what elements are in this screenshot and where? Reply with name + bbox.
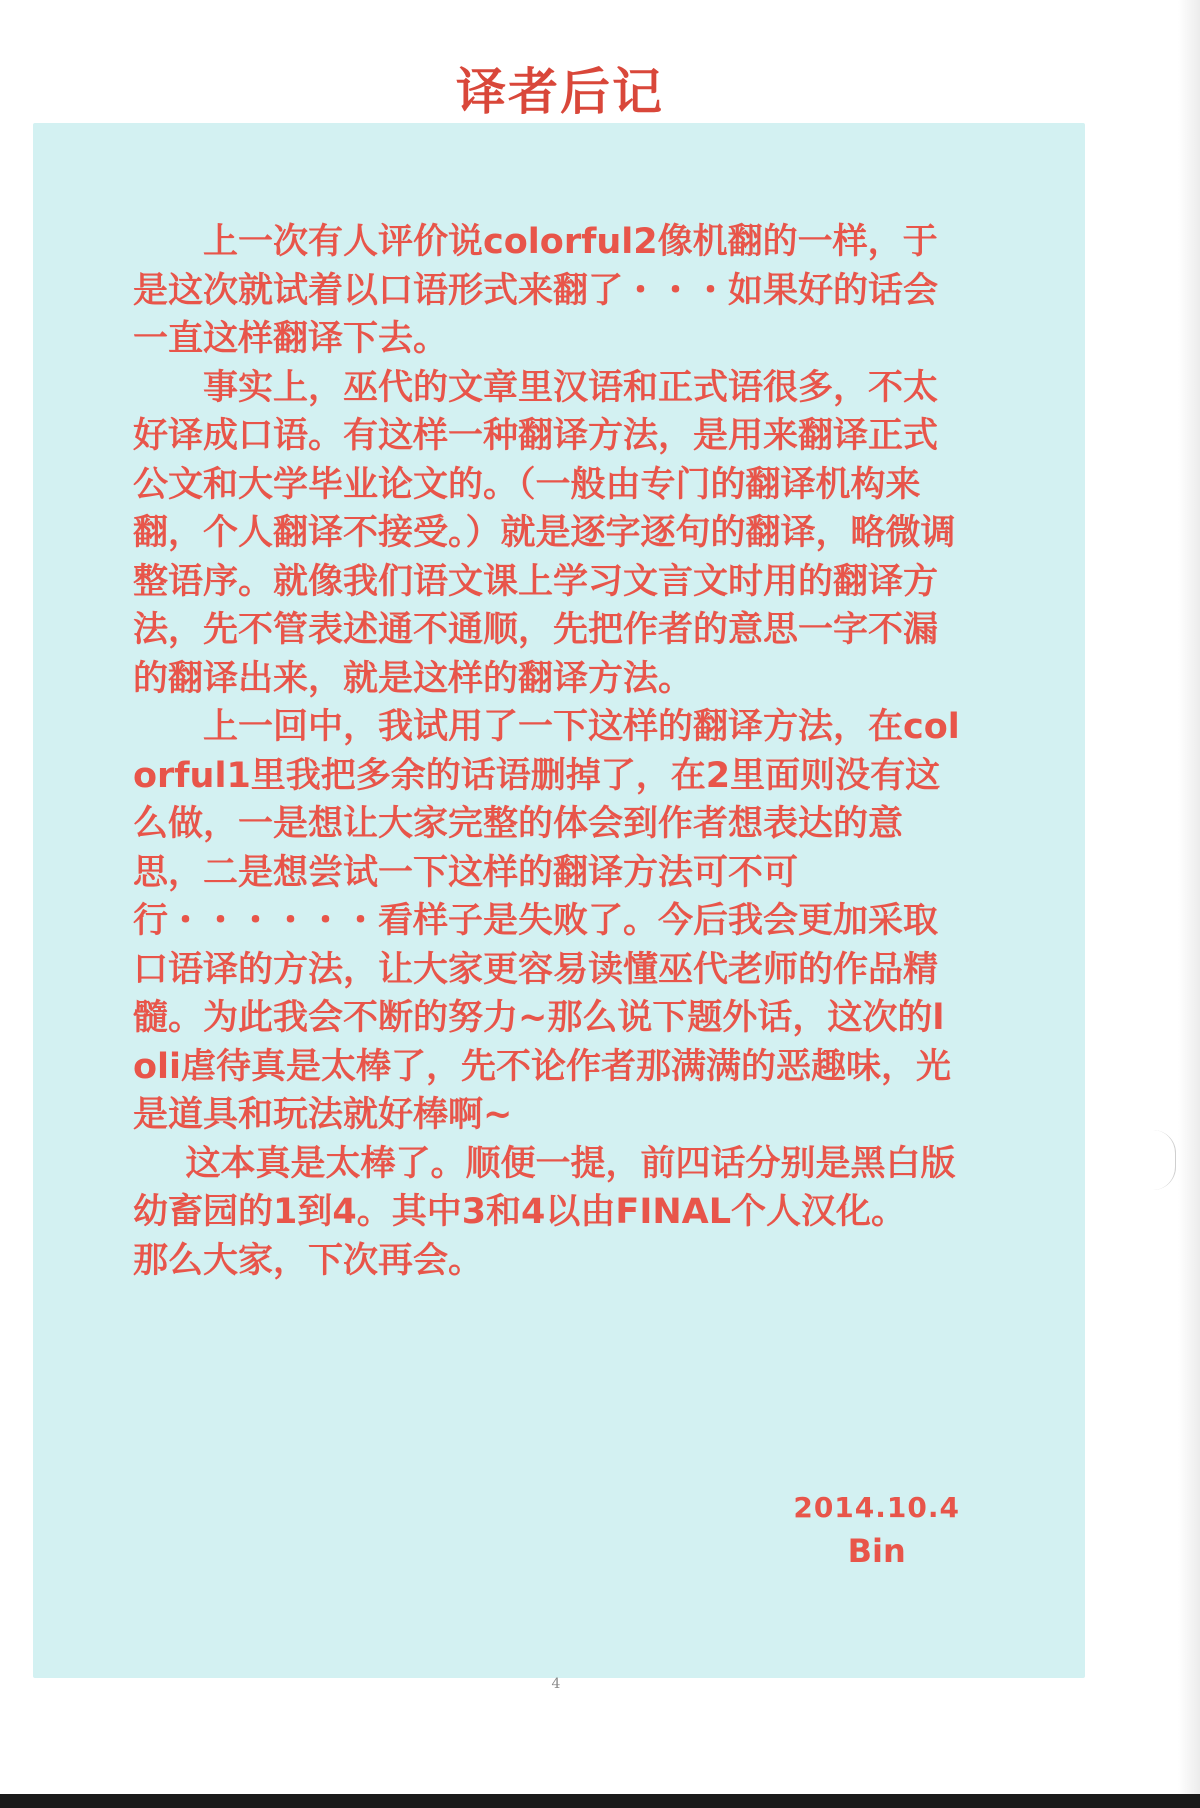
paragraph-2: 事实上，巫代的文章里汉语和正式语很多，不太好译成口语。有这样一种翻译方法，是用来翻译正式公文和大学毕业论文的。（一般由专门的翻译机构来翻，个人翻译不接受。）就是逐字逐句的翻译，略微调整语序。就像我们语文课上学习文言文时用的翻译方法，先不管表述通不通顺，先把作者的意思一字不漏的翻译出来，就是这样的翻译方法。 — [133, 367, 956, 699]
page-number: 4 — [551, 1676, 561, 1692]
paragraph-5: 那么大家，下次再会。 — [133, 1240, 484, 1281]
paragraph-4: 这本真是太棒了。顺便一提，前四话分别是黑白版幼畜园的1到4。其中3和4以由FINAL个人汉化。 — [133, 1143, 956, 1232]
scan-bottom-edge — [0, 1794, 1200, 1808]
signature-date: 2014.10.4 — [793, 1491, 960, 1524]
signature — [793, 1488, 960, 1574]
edge-mark — [1153, 1130, 1176, 1190]
page-title: 译者后记 — [456, 63, 664, 121]
signature-name: Bin — [847, 1532, 906, 1570]
paragraph-3: 上一回中，我试用了一下这样的翻译方法，在colorful1里我把多余的话语删掉了，在2里面则没有这么做，一是想让大家完整的体会到作者想表达的意思，二是想尝试一下这样的翻译方法可不可行・・・・・・看样子是失败了。今后我会更加采取口语译的方法，让大家更容易读懂巫代老师的作品精髓。为此我会不断的努力~那么说下题外话，这次的loli虐待真是太棒了，先不论作者那满满的恶趣味，光是道具和玩法就好棒啊~ — [133, 707, 960, 1135]
page-edge-shadow — [1178, 0, 1200, 1808]
paragraph-1: 上一次有人评价说colorful2像机翻的一样，于是这次就试着以口语形式来翻了・・・如果好的话会一直这样翻译下去。 — [133, 222, 939, 359]
afterword-body — [133, 218, 963, 1285]
